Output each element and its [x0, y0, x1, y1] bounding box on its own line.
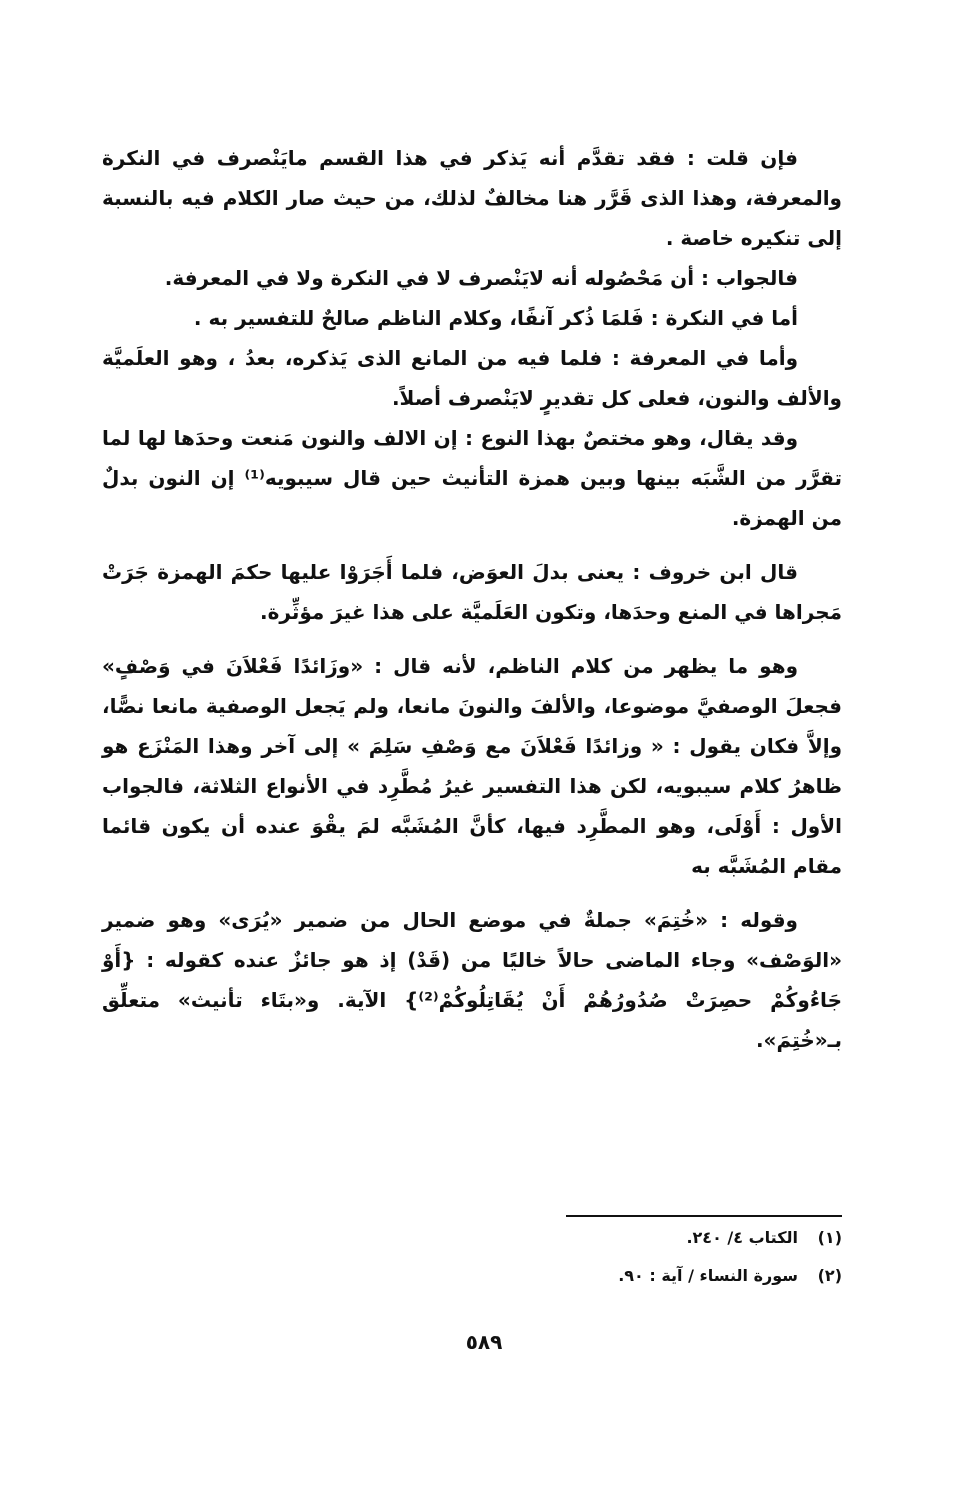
body-text [102, 138, 842, 1060]
footnotes [402, 1228, 842, 1304]
paragraph-5: وقد يقال، وهو مختصٌ بهذا النوع : إن الالف والنون مَنعت وحدَها لها لما تقرَّر من الشَّبَه بينها وبين همزة التأنيث حين قال سيبويه⁽¹⁾ إن النون بدلٌ من الهمزة. [102, 426, 842, 530]
paragraph-1: فإن قلت : فقد تقدَّم أنه يَذكر في هذا القسم مايَنْصرف في النكرة والمعرفة، وهذا الذى قَرَّر هنا مخالفٌ لذلك، من حيث صار الكلام فيه بالنسبة إلى تنكيره خاصة . [102, 146, 842, 250]
footnote-1 [402, 1228, 842, 1266]
footnote-divider [566, 1215, 842, 1217]
paragraph-4: وأما في المعرفة : فلما فيه من المانع الذى يَذكره، بعدُ ، وهو العلَميَّة والألف والنون، فعلى كل تقديرٍ لايَنْصرف أصلاً. [102, 346, 842, 410]
paragraph-6: قال ابن خروف : يعنى بدلَ العوَض، فلما أَجَرَوْا عليها حكمَ الهمزة جَرَتْ مَجراها في المنع وحدَها، وتكون العَلَميَّة على هذا غيرَ مؤثِّرة. [102, 560, 842, 624]
page-number: ٥٨٩ [465, 1330, 503, 1354]
footnote-2 [402, 1266, 842, 1304]
footnote-text: الكتاب ٤/ ٢٤٠. [686, 1228, 798, 1247]
paragraph-8: وقوله : «خُتِمَ» جملةٌ في موضع الحال من ضمير «يُرَى» وهو ضمير «الوَصْف» وجاء الماضى حالاً خاليًا من (قَدْ) إذ هو جائزٌ عنده كقوله : {أَوْ جَاءُوكُمْ حصِرَتْ صُدُورُهُمْ أَنْ يُقَاتِلُوكُمْ⁽²⁾} الآية. و«بتَاء تأنيث» متعلِّق بـ«خُتِمَ». [102, 908, 842, 1052]
footnote-number: (٢) [817, 1266, 842, 1285]
paragraph-2: فالجواب : أن مَحْصُوله أنه لايَنْصرف لا في النكرة ولا في المعرفة. [164, 266, 798, 290]
paragraph-3: أما في النكرة : فَلمَا ذُكر آنفًا، وكلام الناظم صالحٌ للتفسير به . [193, 306, 798, 330]
footnote-text: سورة النساء / آية : ٩٠. [618, 1266, 798, 1285]
paragraph-7: وهو ما يظهر من كلام الناظم، لأنه قال : «وزَائدًا فَعْلاَنَ في وَصْفٍ» فجعلَ الوصفيَّ موضوعا، والألفَ والنونَ مانعا، ولم يَجعل الوصفية مانعا نصًّا، وإلاَّ فكان يقول : « وزائدًا فَعْلاَنَ مع وَصْفِ سَلِمَ » إلى آخر وهذا المَنْزَع هو ظاهرُ كلام سيبويه، لكن هذا التفسير غيرُ مُطَّرِد في الأنواع الثلاثة، فالجواب الأول : أَوْلَى، وهو المطَّرِد فيها، كأنَّ المُشَبَّه لمَ يقْوَ عنده أن يكون قائما مقام المُشَبَّه به [102, 654, 842, 878]
footnote-number: (١) [817, 1228, 842, 1247]
